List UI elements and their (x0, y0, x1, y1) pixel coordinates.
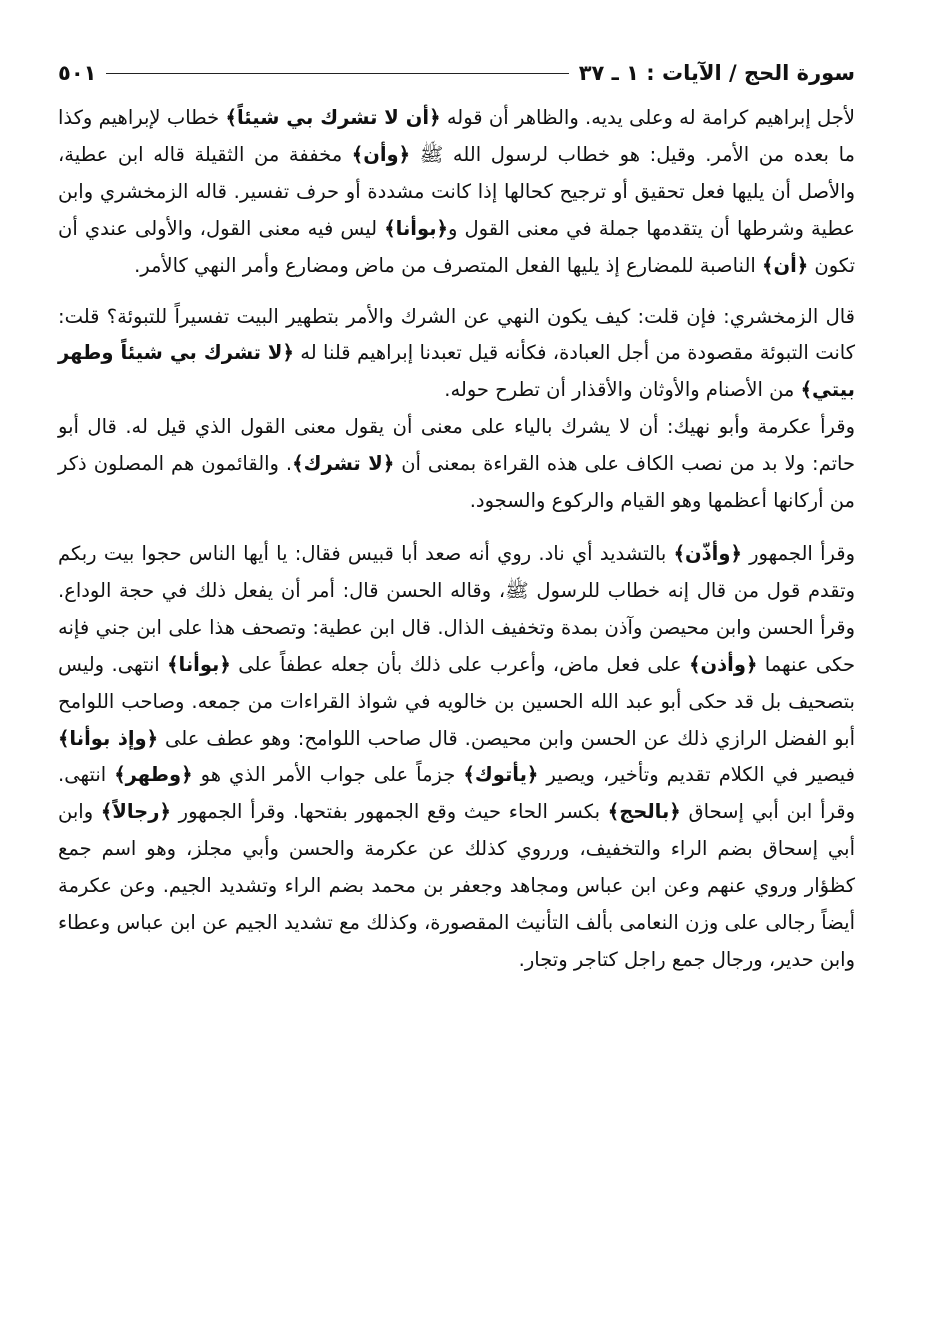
text-run: على فعل ماض، وأعرب على ذلك بأن جعله عطفاً على (230, 652, 690, 676)
text-run: ليس فيه معنى القول، والأولى عندي أن تكون (58, 216, 855, 277)
text-run: جزماً على جواب الأمر الذي هو (192, 763, 464, 787)
text-run: لأجل إبراهيم كرامة له وعلى يديه. والظاهر أن قوله (440, 106, 855, 129)
quran-citation: ﴿بوأنا﴾ (384, 216, 448, 240)
quran-citation: ﴿لا تشرك بي شيئاً وطهر بيتي﴾ (58, 341, 855, 402)
quran-citation: ﴿أن﴾ (762, 253, 809, 277)
text-run: وقرأ الجمهور (741, 541, 855, 565)
text-run: بكسر الحاء حيث وقع الجمهور بفتحها. وقرأ الجمهور (170, 800, 608, 824)
text-run: انتهى. وقرأ ابن أبي إسحاق (58, 763, 855, 824)
text-run: فيصير في الكلام تقديم وتأخير، ويصير (538, 763, 855, 787)
text-run: الناصبة للمضارع إذ يليها الفعل المتصرف من ماض ومضارع وأمر النهي كالأمر. (134, 253, 763, 277)
text-run: بالتشديد أي ناد. روي أنه صعد أبا قبيس فقال: يا أيها الناس حجوا بيت ربكم وتقدم قول من قال إنه خطاب للرسول ﷺ، وقاله الحسن قال: أمر أن يفعل ذلك في حجة الوداع. وقرأ الحسن وابن محيصن وآذن بمدة وتخفيف الذال. قال ابن عطية: وتصحف هذا على ابن جني فإنه حكى عنهما (58, 541, 855, 676)
paragraph (58, 409, 855, 520)
quran-citation: ﴿وأذن﴾ (689, 652, 758, 676)
text-run: وابن أبي إسحاق بضم الراء والتخفيف، ورروي كذلك عن عكرمة والحسن وأبي مجلز، وهو اسم جمع كظؤار وروي عنهم وعن ابن عباس ومجاهد وجعفر بن محمد بضم الراء وتشديد الجيم. وعن عكرمة أيضاً رجالى على وزن النعامى بألف التأنيث المقصورة، وكذلك مع تشديد الجيم عن ابن عباس وعطاء وابن حدير، ورجال جمع راجل كتاجر وتجار. (58, 800, 855, 971)
text-run: قال الزمخشري: فإن قلت: كيف يكون النهي عن الشرك والأمر بتطهير البيت تفسيراً للتبوئة؟ قلت: كانت التبوئة مقصودة من أجل العبادة، فكأنه قيل تعبدنا إبراهيم قلنا له (58, 304, 855, 365)
quran-citation: ﴿بوأنا﴾ (167, 652, 231, 676)
page-header (58, 56, 855, 90)
quran-citation: ﴿بالحج﴾ (607, 800, 681, 824)
quran-citation: ﴿وأن﴾ (351, 142, 411, 166)
text-run: انتهى. وليس بتصحيف بل قد حكى أبو عبد الله الحسين بن خالويه في شواذ القراءات من جمعه. وصاحب اللوامح أبو الفضل الرازي ذلك عن الحسن وابن محيصن. قال صاحب اللوامح: وهو عطف على (58, 652, 855, 750)
paragraph (58, 299, 855, 410)
text-run: مخففة من الثقيلة قاله ابن عطية، والأصل أن يليها فعل تحقيق أو ترجيح كحالها إذا كانت مشددة أو حرف تفسير. قاله الزمخشري وابن عطية وشرطها أن يتقدمها جملة في معنى القول و (58, 142, 856, 240)
running-title: سورة الحج / الآيات : ١ ـ ٣٧ (578, 61, 855, 85)
page-body (58, 100, 855, 979)
quran-citation: ﴿وأذّن﴾ (673, 541, 742, 565)
quran-citation: ﴿لا تشرك﴾ (292, 452, 395, 476)
quran-citation: ﴿رجالاً﴾ (100, 800, 171, 824)
quran-citation: ﴿وإذ بوأنا﴾ (58, 726, 159, 750)
header-rule (106, 73, 568, 74)
paragraph (58, 536, 855, 979)
text-run: وقرأ عكرمة وأبو نهيك: أن لا يشرك بالياء على معنى أن يقول معنى القول الذي قيل له. قال أبو حاتم: ولا بد من نصب الكاف على هذه القراءة بمعنى أن (58, 415, 855, 476)
page-number: ٥٠١ (58, 61, 97, 85)
text-run: من الأصنام والأوثان والأقذار أن تطرح حوله. (444, 378, 801, 402)
text-run: . والقائمون هم المصلون ذكر من أركانها أعظمها وهو القيام والركوع والسجود. (58, 452, 855, 513)
quran-citation: ﴿وطهر﴾ (114, 763, 193, 787)
quran-citation: ﴿أن لا تشرك بي شيئاً﴾ (225, 106, 441, 129)
paragraph (58, 100, 855, 285)
quran-citation: ﴿يأتوك﴾ (463, 763, 539, 787)
text-run: خطاب لإبراهيم وكذا ما بعده من الأمر. وقيل: هو خطاب لرسول الله ﷺ (58, 106, 855, 166)
